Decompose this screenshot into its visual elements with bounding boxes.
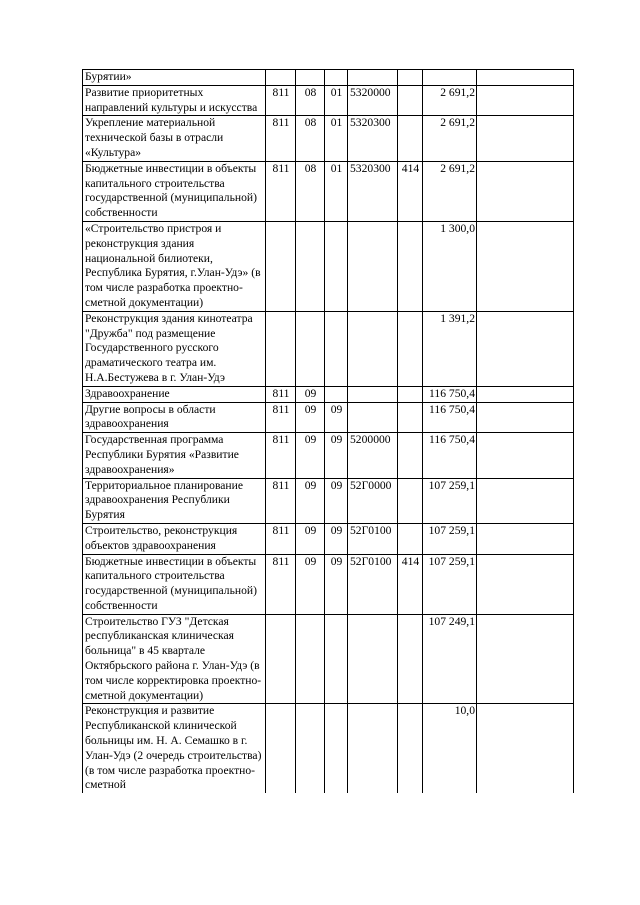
cell-name: Строительство ГУЗ "Детская республиканская клиническая больница" в 45 квартале Октябрьского района г. Улан-Удэ (в том числе корректировка проектно-сметной документации) (83, 614, 266, 704)
cell-section: 09 (296, 478, 325, 523)
cell-admin-code (266, 704, 296, 793)
cell-expense-type (398, 523, 423, 554)
budget-table-body (83, 70, 574, 794)
table-row (83, 161, 574, 221)
cell-subsection: 09 (325, 402, 348, 433)
cell-subsection: 09 (325, 523, 348, 554)
cell-subsection: 09 (325, 554, 348, 614)
cell-expense-type (398, 70, 423, 86)
cell-target-article (348, 70, 398, 86)
cell-extra (477, 386, 574, 402)
cell-extra (477, 161, 574, 221)
table-row (83, 221, 574, 311)
cell-subsection (325, 386, 348, 402)
cell-sum: 2 691,2 (423, 85, 477, 116)
table-row (83, 523, 574, 554)
cell-sum: 1 391,2 (423, 311, 477, 386)
cell-name: Бурятии» (83, 70, 266, 86)
cell-name: Укрепление материальной технической базы в отрасли «Культура» (83, 116, 266, 161)
cell-section (296, 70, 325, 86)
cell-subsection (325, 221, 348, 311)
cell-sum: 116 750,4 (423, 402, 477, 433)
budget-table (82, 69, 574, 793)
cell-extra (477, 311, 574, 386)
cell-sum: 116 750,4 (423, 386, 477, 402)
table-row (83, 554, 574, 614)
cell-target-article: 5320300 (348, 116, 398, 161)
table-row (83, 70, 574, 86)
cell-subsection (325, 311, 348, 386)
cell-subsection: 01 (325, 161, 348, 221)
cell-target-article (348, 704, 398, 793)
cell-sum: 107 259,1 (423, 554, 477, 614)
cell-name: Реконструкция и развитие Республиканской клинической больницы им. Н. А. Семашко в г. Улан-Удэ (2 очередь строительства) (в том числе разработка проектно-сметной (83, 704, 266, 793)
cell-extra (477, 85, 574, 116)
cell-extra (477, 116, 574, 161)
cell-sum: 2 691,2 (423, 161, 477, 221)
cell-target-article: 5320300 (348, 161, 398, 221)
cell-expense-type: 414 (398, 554, 423, 614)
cell-admin-code (266, 614, 296, 704)
cell-expense-type (398, 116, 423, 161)
cell-expense-type (398, 402, 423, 433)
cell-admin-code: 811 (266, 161, 296, 221)
cell-name: Здравоохранение (83, 386, 266, 402)
cell-name: Реконструкция здания кинотеатра "Дружба" под размещение Государственного русского драматического театра им. Н.А.Бестужева в г. Улан-Удэ (83, 311, 266, 386)
cell-extra (477, 70, 574, 86)
cell-target-article: 52Г0000 (348, 478, 398, 523)
table-row (83, 614, 574, 704)
cell-admin-code (266, 221, 296, 311)
cell-admin-code: 811 (266, 478, 296, 523)
cell-section: 08 (296, 116, 325, 161)
cell-name: Бюджетные инвестиции в объекты капитального строительства государственной (муниципальной) собственности (83, 554, 266, 614)
cell-target-article: 52Г0100 (348, 554, 398, 614)
cell-target-article (348, 402, 398, 433)
cell-admin-code: 811 (266, 402, 296, 433)
cell-sum: 107 259,1 (423, 478, 477, 523)
cell-sum: 1 300,0 (423, 221, 477, 311)
cell-section: 09 (296, 402, 325, 433)
table-row (83, 433, 574, 478)
cell-expense-type (398, 614, 423, 704)
cell-sum: 10,0 (423, 704, 477, 793)
cell-admin-code: 811 (266, 554, 296, 614)
cell-subsection: 01 (325, 85, 348, 116)
cell-extra (477, 221, 574, 311)
table-row (83, 311, 574, 386)
cell-section: 09 (296, 433, 325, 478)
cell-section: 09 (296, 523, 325, 554)
cell-sum: 107 259,1 (423, 523, 477, 554)
cell-name: Территориальное планирование здравоохранения Республики Бурятия (83, 478, 266, 523)
cell-section: 08 (296, 85, 325, 116)
table-row (83, 478, 574, 523)
cell-sum: 2 691,2 (423, 116, 477, 161)
table-row (83, 386, 574, 402)
cell-name: «Строительство пристроя и реконструкция здания национальной билиотеки, Республика Бурятия, г.Улан-Удэ» (в том числе разработка проектно-сметной документации) (83, 221, 266, 311)
cell-extra (477, 523, 574, 554)
cell-expense-type: 414 (398, 161, 423, 221)
cell-subsection: 09 (325, 433, 348, 478)
cell-target-article: 5320000 (348, 85, 398, 116)
cell-admin-code: 811 (266, 386, 296, 402)
cell-target-article (348, 386, 398, 402)
table-row (83, 704, 574, 793)
cell-name: Другие вопросы в области здравоохранения (83, 402, 266, 433)
cell-extra (477, 402, 574, 433)
cell-section (296, 221, 325, 311)
cell-expense-type (398, 221, 423, 311)
cell-expense-type (398, 311, 423, 386)
cell-admin-code: 811 (266, 116, 296, 161)
cell-admin-code (266, 311, 296, 386)
table-row (83, 402, 574, 433)
cell-admin-code: 811 (266, 85, 296, 116)
table-row (83, 85, 574, 116)
cell-section: 08 (296, 161, 325, 221)
cell-sum (423, 70, 477, 86)
cell-admin-code (266, 70, 296, 86)
cell-expense-type (398, 386, 423, 402)
cell-subsection (325, 70, 348, 86)
cell-admin-code: 811 (266, 433, 296, 478)
cell-name: Государственная программа Республики Бурятия «Развитие здравоохранения» (83, 433, 266, 478)
cell-target-article: 52Г0100 (348, 523, 398, 554)
cell-section (296, 311, 325, 386)
cell-expense-type (398, 433, 423, 478)
cell-name: Развитие приоритетных направлений культуры и искусства (83, 85, 266, 116)
cell-extra (477, 704, 574, 793)
cell-expense-type (398, 704, 423, 793)
cell-extra (477, 433, 574, 478)
cell-name: Бюджетные инвестиции в объекты капитального строительства государственной (муниципальной) собственности (83, 161, 266, 221)
cell-extra (477, 614, 574, 704)
cell-target-article (348, 221, 398, 311)
cell-target-article (348, 311, 398, 386)
cell-target-article: 5200000 (348, 433, 398, 478)
cell-subsection (325, 614, 348, 704)
cell-extra (477, 554, 574, 614)
cell-expense-type (398, 85, 423, 116)
cell-section: 09 (296, 554, 325, 614)
cell-sum: 116 750,4 (423, 433, 477, 478)
table-row (83, 116, 574, 161)
cell-target-article (348, 614, 398, 704)
cell-section (296, 614, 325, 704)
cell-subsection (325, 704, 348, 793)
cell-sum: 107 249,1 (423, 614, 477, 704)
cell-expense-type (398, 478, 423, 523)
cell-section (296, 704, 325, 793)
cell-subsection: 09 (325, 478, 348, 523)
cell-section: 09 (296, 386, 325, 402)
cell-extra (477, 478, 574, 523)
cell-subsection: 01 (325, 116, 348, 161)
cell-name: Строительство, реконструкция объектов здравоохранения (83, 523, 266, 554)
cell-admin-code: 811 (266, 523, 296, 554)
